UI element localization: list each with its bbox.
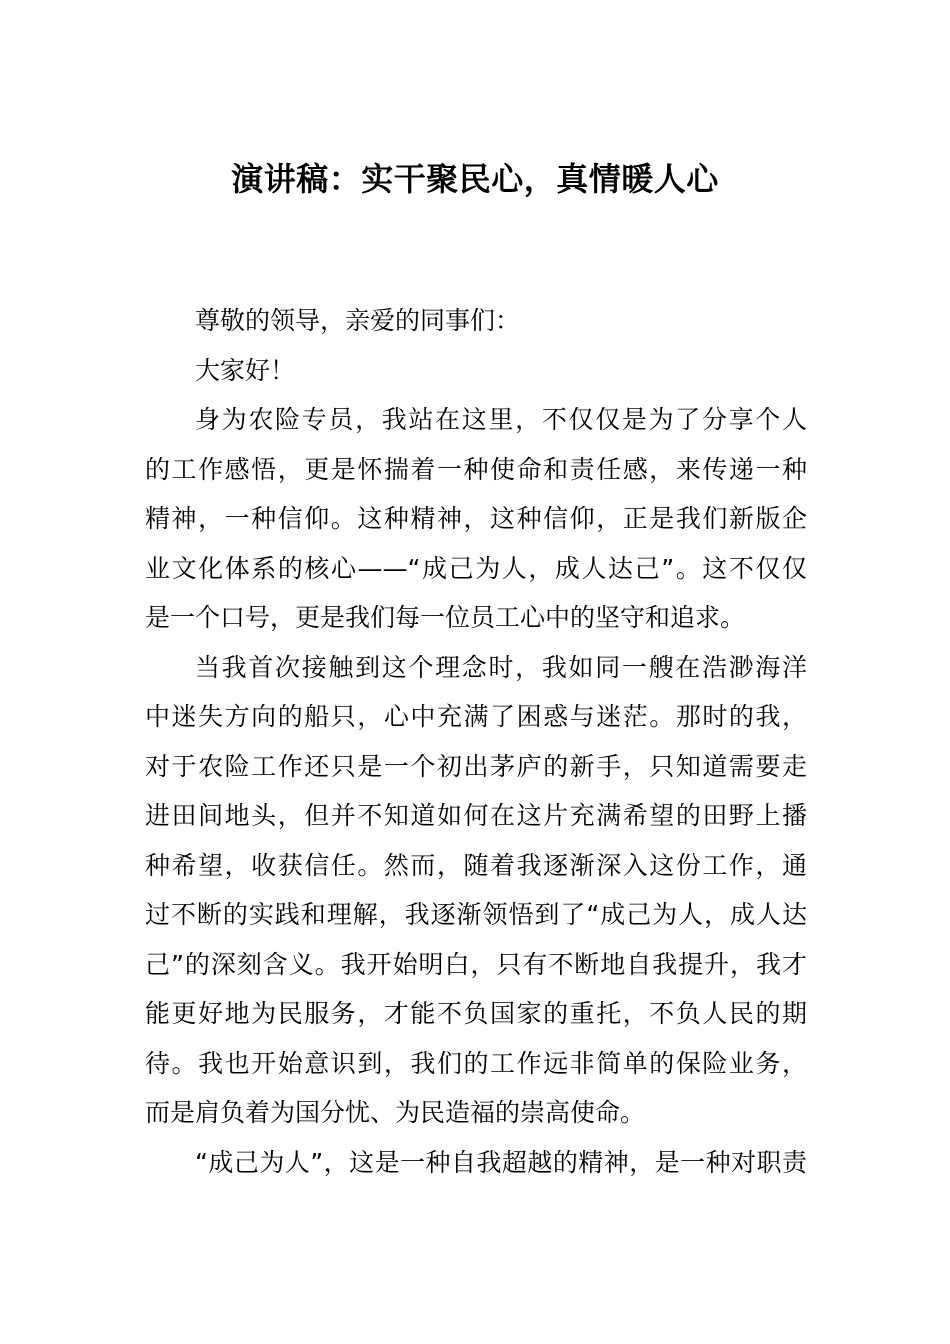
paragraph-line: “成己为人”，这是一种自我超越的精神，是一种对职责 [195, 1147, 807, 1177]
greeting-line: 大家好！ [195, 355, 296, 385]
paragraph-line: 的工作感悟，更是怀揣着一种使命和责任感，来传递一种 [145, 454, 807, 484]
paragraph-line: 是一个口号，更是我们每一位员工心中的坚守和追求。 [145, 603, 746, 632]
paragraph-line: 身为农险专员，我站在这里，不仅仅是为了分享个人 [195, 405, 807, 434]
paragraph-line: 业文化体系的核心——“成己为人，成人达己”。这不仅仅 [145, 553, 807, 583]
salutation-line: 尊敬的领导，亲爱的同事们： [195, 306, 521, 335]
document-title: 演讲稿：实干聚民心，真情暖人心 [231, 160, 719, 198]
paragraph-line: 进田间地头，但并不知道如何在这片充满希望的田野上播 [145, 801, 807, 830]
paragraph-line: 过不断的实践和理解，我逐渐领悟到了“成己为人，成人达 [145, 900, 807, 929]
paragraph-line: 而是肩负着为国分忧、为民造福的崇高使命。 [145, 1098, 646, 1127]
paragraph-line: 能更好地为民服务，才能不负国家的重托，不负人民的期 [145, 999, 807, 1028]
paragraph-line: 种希望，收获信任。然而，随着我逐渐深入这份工作，通 [145, 850, 807, 880]
paragraph-line: 己”的深刻含义。我开始明白，只有不断地自我提升，我才 [145, 949, 807, 979]
paragraph-line: 当我首次接触到这个理念时，我如同一艘在浩渺海洋 [195, 652, 807, 682]
paragraph-line: 待。我也开始意识到，我们的工作远非简单的保险业务， [145, 1048, 807, 1078]
paragraph-line: 对于农险工作还只是一个初出茅庐的新手，只知道需要走 [145, 751, 807, 781]
paragraph-line: 中迷失方向的船只，心中充满了困惑与迷茫。那时的我， [145, 702, 807, 731]
paragraph-line: 精神，一种信仰。这种精神，这种信仰，正是我们新版企 [145, 504, 807, 533]
document-body [145, 296, 807, 1187]
